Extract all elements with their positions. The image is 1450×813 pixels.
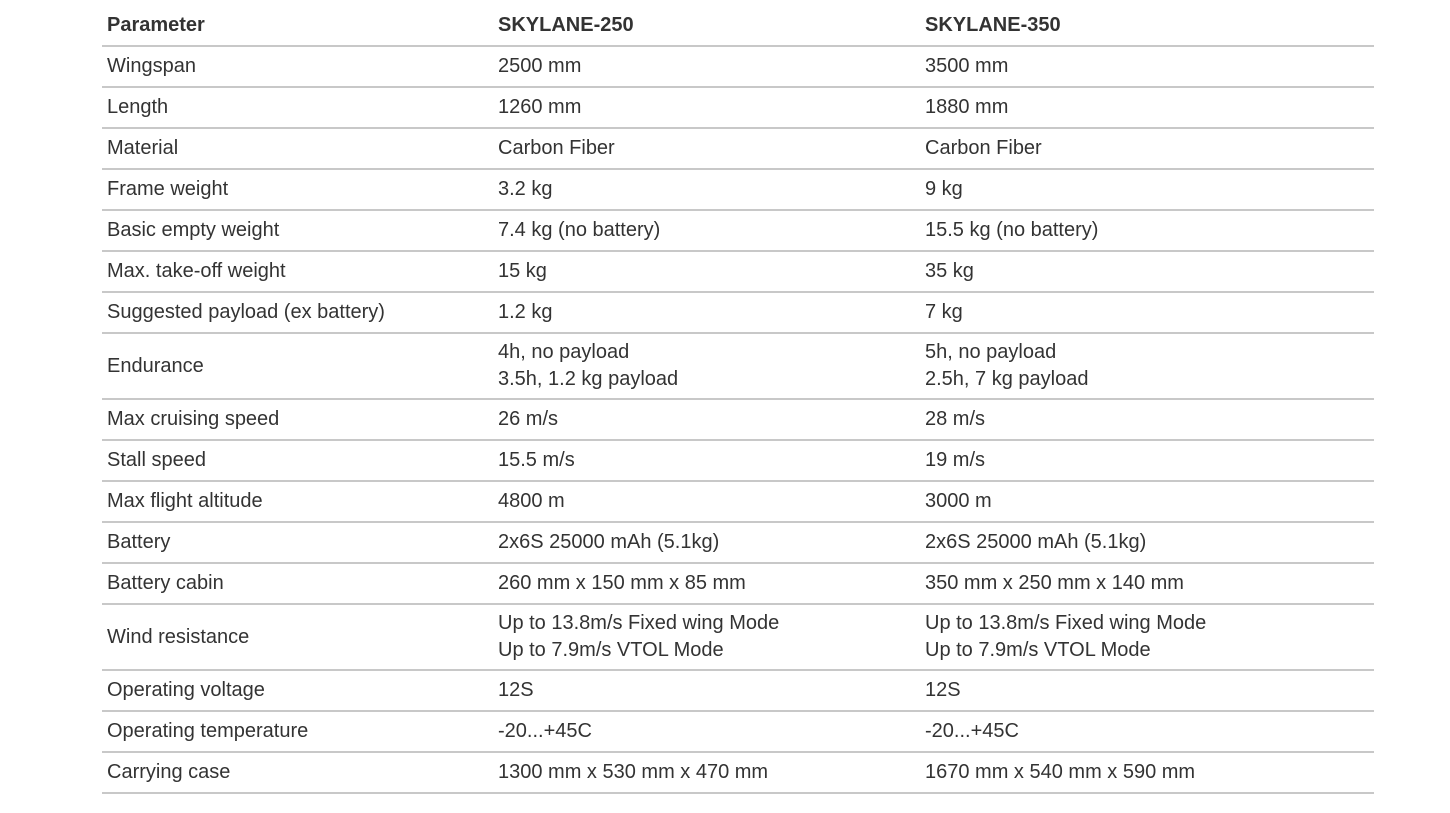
value-line: Up to 7.9m/s VTOL Mode bbox=[498, 639, 724, 661]
value-line: 1300 mm x 530 mm x 470 mm bbox=[498, 761, 769, 783]
skylane-250-cell bbox=[493, 711, 920, 752]
table-row bbox=[102, 522, 1374, 563]
skylane-250-cell bbox=[493, 752, 920, 793]
skylane-350-cell bbox=[920, 711, 1374, 752]
value-line: 15 kg bbox=[498, 260, 547, 282]
parameter-cell: Operating voltage bbox=[102, 670, 493, 711]
skylane-350-cell bbox=[920, 87, 1374, 128]
skylane-350-cell bbox=[920, 46, 1374, 87]
skylane-350-cell bbox=[920, 752, 1374, 793]
parameter-cell: Stall speed bbox=[102, 440, 493, 481]
value-line: 3.5h, 1.2 kg payload bbox=[498, 368, 679, 390]
table-row bbox=[102, 563, 1374, 604]
value-line: -20...+45C bbox=[498, 720, 592, 742]
value-line: 2.5h, 7 kg payload bbox=[925, 368, 1089, 390]
parameter-cell: Max. take-off weight bbox=[102, 251, 493, 292]
value-line: 15.5 m/s bbox=[498, 449, 575, 471]
parameter-cell: Wingspan bbox=[102, 46, 493, 87]
value-line: 35 kg bbox=[925, 260, 974, 282]
table-row bbox=[102, 670, 1374, 711]
value-line: Up to 7.9m/s VTOL Mode bbox=[925, 639, 1151, 661]
table-row bbox=[102, 251, 1374, 292]
value-line: -20...+45C bbox=[925, 720, 1019, 742]
skylane-350-cell bbox=[920, 604, 1374, 670]
parameter-cell: Frame weight bbox=[102, 169, 493, 210]
spec-comparison-table bbox=[102, 5, 1374, 794]
value-line: 1260 mm bbox=[498, 96, 582, 118]
skylane-350-cell bbox=[920, 670, 1374, 711]
table-row bbox=[102, 333, 1374, 399]
skylane-350-cell bbox=[920, 292, 1374, 333]
table-row bbox=[102, 169, 1374, 210]
parameter-cell: Battery bbox=[102, 522, 493, 563]
table-row bbox=[102, 711, 1374, 752]
value-line: 260 mm x 150 mm x 85 mm bbox=[498, 572, 746, 594]
parameter-cell: Max cruising speed bbox=[102, 399, 493, 440]
skylane-250-cell bbox=[493, 522, 920, 563]
parameter-cell: Length bbox=[102, 87, 493, 128]
skylane-250-cell bbox=[493, 440, 920, 481]
parameter-cell: Suggested payload (ex battery) bbox=[102, 292, 493, 333]
skylane-350-cell bbox=[920, 333, 1374, 399]
parameter-cell: Wind resistance bbox=[102, 604, 493, 670]
skylane-350-cell bbox=[920, 169, 1374, 210]
table-row bbox=[102, 752, 1374, 793]
value-line: 3500 mm bbox=[925, 55, 1009, 77]
value-line: 1670 mm x 540 mm x 590 mm bbox=[925, 761, 1196, 783]
table-row bbox=[102, 604, 1374, 670]
value-line: 15.5 kg (no battery) bbox=[925, 219, 1099, 241]
value-line: 3.2 kg bbox=[498, 178, 553, 200]
value-line: 7.4 kg (no battery) bbox=[498, 219, 661, 241]
skylane-250-cell bbox=[493, 128, 920, 169]
value-line: 1.2 kg bbox=[498, 301, 553, 323]
table-body bbox=[102, 46, 1374, 793]
skylane-250-cell bbox=[493, 292, 920, 333]
table-row bbox=[102, 399, 1374, 440]
table-row bbox=[102, 128, 1374, 169]
skylane-250-cell bbox=[493, 670, 920, 711]
value-line: 2500 mm bbox=[498, 55, 582, 77]
parameter-cell: Carrying case bbox=[102, 752, 493, 793]
value-line: 28 m/s bbox=[925, 408, 986, 430]
table-row bbox=[102, 440, 1374, 481]
header-parameter: Parameter bbox=[102, 5, 493, 46]
value-line: 19 m/s bbox=[925, 449, 986, 471]
value-line: 12S bbox=[498, 679, 534, 701]
value-line: 4800 m bbox=[498, 490, 565, 512]
value-line: Carbon Fiber bbox=[925, 137, 1042, 159]
parameter-cell: Endurance bbox=[102, 333, 493, 399]
parameter-cell: Basic empty weight bbox=[102, 210, 493, 251]
skylane-250-cell bbox=[493, 210, 920, 251]
value-line: 350 mm x 250 mm x 140 mm bbox=[925, 572, 1184, 594]
table-row bbox=[102, 87, 1374, 128]
table-row bbox=[102, 292, 1374, 333]
skylane-350-cell bbox=[920, 481, 1374, 522]
skylane-350-cell bbox=[920, 210, 1374, 251]
table-row bbox=[102, 210, 1374, 251]
skylane-250-cell bbox=[493, 604, 920, 670]
skylane-250-cell bbox=[493, 46, 920, 87]
value-line: Carbon Fiber bbox=[498, 137, 615, 159]
skylane-250-cell bbox=[493, 333, 920, 399]
value-line: 3000 m bbox=[925, 490, 992, 512]
skylane-250-cell bbox=[493, 481, 920, 522]
skylane-250-cell bbox=[493, 563, 920, 604]
value-line: 2x6S 25000 mAh (5.1kg) bbox=[498, 531, 720, 553]
parameter-cell: Max flight altitude bbox=[102, 481, 493, 522]
skylane-350-cell bbox=[920, 251, 1374, 292]
skylane-250-cell bbox=[493, 251, 920, 292]
parameter-cell: Battery cabin bbox=[102, 563, 493, 604]
header-skylane-350: SKYLANE-350 bbox=[920, 5, 1374, 46]
value-line: 7 kg bbox=[925, 301, 963, 323]
value-line: 5h, no payload bbox=[925, 341, 1057, 363]
skylane-350-cell bbox=[920, 522, 1374, 563]
skylane-350-cell bbox=[920, 399, 1374, 440]
parameter-cell: Operating temperature bbox=[102, 711, 493, 752]
skylane-250-cell bbox=[493, 87, 920, 128]
parameter-cell: Material bbox=[102, 128, 493, 169]
skylane-350-cell bbox=[920, 563, 1374, 604]
skylane-350-cell bbox=[920, 128, 1374, 169]
value-line: 2x6S 25000 mAh (5.1kg) bbox=[925, 531, 1147, 553]
skylane-250-cell bbox=[493, 169, 920, 210]
value-line: 26 m/s bbox=[498, 408, 559, 430]
value-line: 12S bbox=[925, 679, 961, 701]
table-header-row bbox=[102, 5, 1374, 46]
value-line: 9 kg bbox=[925, 178, 963, 200]
value-line: Up to 13.8m/s Fixed wing Mode bbox=[925, 612, 1207, 634]
value-line: 4h, no payload bbox=[498, 341, 630, 363]
table-row bbox=[102, 46, 1374, 87]
header-skylane-250: SKYLANE-250 bbox=[493, 5, 920, 46]
skylane-350-cell bbox=[920, 440, 1374, 481]
skylane-250-cell bbox=[493, 399, 920, 440]
value-line: Up to 13.8m/s Fixed wing Mode bbox=[498, 612, 780, 634]
value-line: 1880 mm bbox=[925, 96, 1009, 118]
table-row bbox=[102, 481, 1374, 522]
